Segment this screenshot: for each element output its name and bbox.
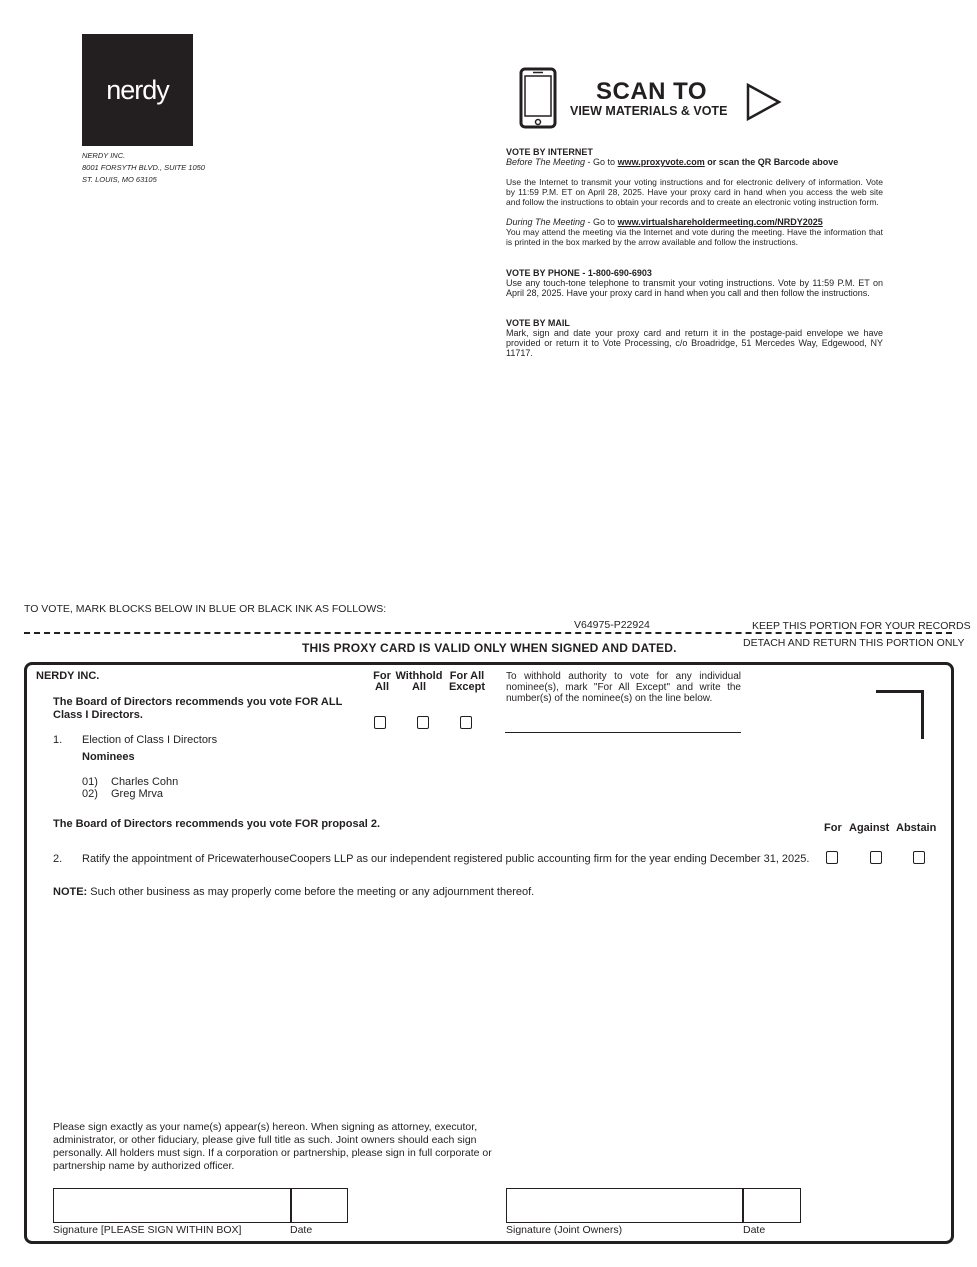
nominee-num: 02) [82,788,98,800]
note-text: Such other business as may properly come before the meeting or any adjournment thereof. [87,886,535,898]
nominee-name: Charles Cohn [111,776,179,788]
signature-box[interactable] [53,1188,292,1223]
item1-text: Election of Class I Directors [82,734,218,746]
col-for-all [367,671,397,693]
col-for: For [824,822,842,834]
col-for-all-except [446,671,488,693]
col-label: Except [448,681,486,693]
before-meeting-label: Before The Meeting [506,157,586,167]
scan-subtitle: VIEW MATERIALS & VOTE [570,104,728,118]
nominee-list [82,776,178,800]
card-company: NERDY INC. [36,670,100,682]
nominee-num: 01) [82,776,98,788]
nominee-exception-line[interactable] [505,732,741,733]
col-against: Against [849,822,890,834]
vote-internet-section [506,147,883,247]
vote-mail-heading: VOTE BY MAIL [506,318,570,328]
proposal2-for-checkbox[interactable] [826,851,838,864]
note-label: NOTE: [53,886,88,898]
vote-phone-section [506,268,883,298]
virtual-meeting-link[interactable]: www.virtualshareholdermeeting.com/NRDY2025 [617,217,823,227]
withhold-instructions: To withhold authority to vote for any individual nominee(s), mark "For All Except" and write the number(s) of the nominee(s) on the line below. [506,671,741,704]
address-line: ST. LOUIS, MO 63105 [82,175,157,184]
board-recommendation-1 [53,696,342,722]
col-label: Withhold [395,670,443,682]
valid-notice: THIS PROXY CARD IS VALID ONLY WHEN SIGNED AND DATED. [302,641,677,655]
proxyvote-link[interactable]: www.proxyvote.com [617,157,705,167]
col-withhold-all [394,671,444,693]
signing-instructions: Please sign exactly as your name(s) appear(s) hereon. When signing as attorney, executor, administrator, or other fiduciary, please give full title as such. Joint owners should each sign personally. All holders must sign. If a corporation or partnership, please sign in full corporate or partnership name by authorized officer. [53,1121,492,1172]
play-arrow-icon [746,83,782,121]
vote-phone-heading: VOTE BY PHONE - 1-800-690-6903 [506,268,652,278]
col-label: For All [449,670,485,682]
col-abstain: Abstain [896,822,937,834]
col-label: All [374,681,390,693]
detach-portion-label: DETACH AND RETURN THIS PORTION ONLY [743,637,965,649]
before-meeting-line [506,157,883,167]
vote-mail-section [506,318,883,358]
proposal2-abstain-checkbox[interactable] [913,851,925,864]
col-label: All [411,681,427,693]
corner-mark [876,690,924,739]
scan-title: SCAN TO [596,78,708,105]
for-all-except-checkbox[interactable] [460,716,472,729]
joint-signature-box[interactable] [506,1188,744,1223]
item2-text: Ratify the appointment of PricewaterhouseCoopers LLP as our independent registered public accounting firm for the year ending December 31, 2025. [82,853,810,865]
col-label: For [373,670,391,682]
rec1-line: Class I Directors. [53,709,143,721]
joint-date-box[interactable] [742,1188,801,1223]
signature-label: Signature [PLEASE SIGN WITHIN BOX] [53,1224,242,1236]
proposal2-against-checkbox[interactable] [870,851,882,864]
joint-date-label: Date [743,1224,766,1236]
for-all-checkbox[interactable] [374,716,386,729]
item1-number: 1. [53,734,63,746]
logo-text: nerdy [106,74,169,105]
before-text: - Go to [585,157,618,167]
during-meeting-line [506,217,883,227]
detach-line [24,632,952,634]
during-meeting-label: During The Meeting [506,217,586,227]
ink-instructions: TO VOTE, MARK BLOCKS BELOW IN BLUE OR BLACK INK AS FOLLOWS: [24,603,387,615]
date-label: Date [290,1224,313,1236]
during-text: - Go to [585,217,618,227]
nominee-item [82,788,178,800]
item2-number: 2. [53,853,63,865]
nominee-name: Greg Mrva [111,788,163,800]
nominee-item [82,776,178,788]
mail-body: Mark, sign and date your proxy card and return it in the postage-paid envelope we have provided or return it to Vote Processing, c/o Broadridge, 51 Mercedes Way, Edgewood, NY 11717. [506,328,883,358]
smartphone-icon [519,67,557,129]
company-address [82,150,205,186]
nominees-label: Nominees [82,751,135,763]
company-logo [82,34,193,146]
withhold-all-checkbox[interactable] [417,716,429,729]
note [53,886,534,898]
rec1-line: The Board of Directors recommends you vote FOR ALL [53,696,343,708]
joint-signature-label: Signature (Joint Owners) [506,1224,623,1236]
before-text-2: or scan the QR Barcode above [704,157,839,167]
during-body: You may attend the meeting via the Internet and vote during the meeting. Have the information that is printed in the box marked by the arrow available and follow the instructions. [506,227,883,247]
address-line: NERDY INC. [82,151,126,160]
control-number: V64975-P22924 [570,619,654,631]
internet-body: Use the Internet to transmit your voting instructions and for electronic delivery of information. Vote by 11:59 P.M. ET on April 28, 2025. Have your proxy card in hand when you access the web site and follow the instructions to obtain your records and to create an electronic voting instruction form. [506,177,883,207]
phone-body: Use any touch-tone telephone to transmit your voting instructions. Vote by 11:59 P.M. ET on April 28, 2025. Have your proxy card in hand when you call and then follow the instructions. [506,278,883,298]
date-box[interactable] [290,1188,348,1223]
board-recommendation-2: The Board of Directors recommends you vote FOR proposal 2. [53,818,381,830]
keep-portion-label: KEEP THIS PORTION FOR YOUR RECORDS [752,620,971,632]
address-line: 8001 FORSYTH BLVD., SUITE 1050 [82,163,205,172]
vote-internet-heading: VOTE BY INTERNET [506,147,593,157]
